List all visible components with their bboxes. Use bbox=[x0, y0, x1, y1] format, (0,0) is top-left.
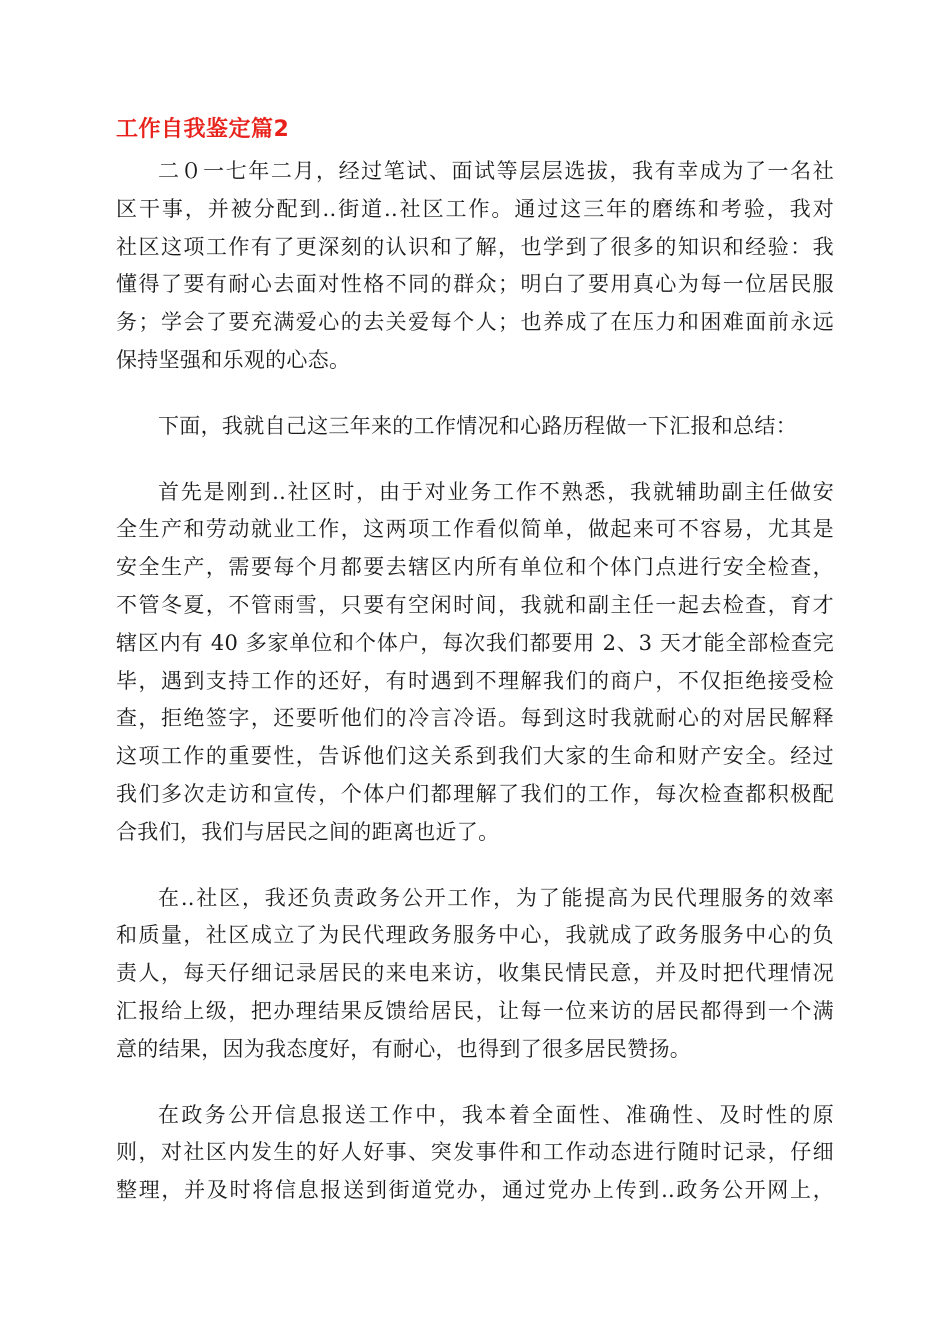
paragraph-line: 我们多次走访和宣传，个体户们都理解了我们的工作，每次检查都积极配 bbox=[116, 781, 834, 806]
paragraph-line: 务；学会了要充满爱心的去关爱每个人；也养成了在压力和困难面前永远 bbox=[116, 310, 834, 335]
paragraph-line: 查，拒绝签字，还要听他们的冷言冷语。每到这时我就耐心的对居民解释 bbox=[116, 706, 834, 731]
paragraph-line: 在政务公开信息报送工作中，我本着全面性、准确性、及时性的原 bbox=[158, 1102, 834, 1127]
paragraph-line: 保持坚强和乐观的心态。 bbox=[116, 347, 351, 372]
paragraph-5 bbox=[116, 1097, 834, 1210]
paragraph-line: 辖区内有 40 多家单位和个体户，每次我们都要用 2、3 天才能全部检查完 bbox=[116, 630, 834, 655]
paragraph-line: 汇报给上级，把办理结果反馈给居民，让每一位来访的居民都得到一个满 bbox=[116, 998, 834, 1023]
paragraph-line: 全生产和劳动就业工作，这两项工作看似简单，做起来可不容易，尤其是 bbox=[116, 517, 834, 542]
paragraph-line: 和质量，社区成立了为民代理政务服务中心，我就成了政务服务中心的负 bbox=[116, 923, 834, 948]
paragraph-line: 安全生产，需要每个月都要去辖区内所有单位和个体门点进行安全检查， bbox=[116, 555, 834, 580]
paragraph-line: 意的结果，因为我态度好，有耐心，也得到了很多居民赞扬。 bbox=[116, 1036, 692, 1061]
document-body bbox=[116, 153, 834, 1238]
paragraph-line: 懂得了要有耐心去面对性格不同的群众；明白了要用真心为每一位居民服 bbox=[116, 272, 834, 297]
paragraph-1 bbox=[116, 153, 834, 380]
paragraph-line: 社区这项工作有了更深刻的认识和了解，也学到了很多的知识和经验：我 bbox=[116, 234, 834, 259]
paragraph-3 bbox=[116, 474, 834, 852]
paragraph-4 bbox=[116, 880, 834, 1069]
paragraph-line: 二０一七年二月，经过笔试、面试等层层选拔，我有幸成为了一名社 bbox=[158, 159, 834, 183]
paragraph-line: 则，对社区内发生的好人好事、突发事件和工作动态进行随时记录，仔细 bbox=[116, 1140, 834, 1165]
paragraph-line: 毕，遇到支持工作的还好，有时遇到不理解我们的商户，不仅拒绝接受检 bbox=[116, 668, 834, 693]
paragraph-line: 整理，并及时将信息报送到街道党办，通过党办上传到..政务公开网上， bbox=[116, 1178, 834, 1203]
paragraph-line: 责人，每天仔细记录居民的来电来访，收集民情民意，并及时把代理情况 bbox=[116, 961, 834, 986]
paragraph-line: 不管冬夏，不管雨雪，只要有空闲时间，我就和副主任一起去检查，育才 bbox=[116, 592, 834, 617]
paragraph-line: 区干事，并被分配到..街道..社区工作。通过这三年的磨练和考验，我对 bbox=[116, 196, 834, 221]
paragraph-line: 下面，我就自己这三年来的工作情况和心路历程做一下汇报和总结： bbox=[158, 413, 797, 438]
paragraph-line: 合我们，我们与居民之间的距离也近了。 bbox=[116, 819, 500, 844]
document-title: 工作自我鉴定篇2 bbox=[116, 117, 290, 142]
paragraph-2 bbox=[116, 408, 834, 446]
paragraph-line: 在..社区，我还负责政务公开工作，为了能提高为民代理服务的效率 bbox=[158, 885, 834, 910]
paragraph-line: 首先是刚到..社区时，由于对业务工作不熟悉，我就辅助副主任做安 bbox=[158, 479, 834, 504]
paragraph-line: 这项工作的重要性，告诉他们这关系到我们大家的生命和财产安全。经过 bbox=[116, 744, 834, 769]
